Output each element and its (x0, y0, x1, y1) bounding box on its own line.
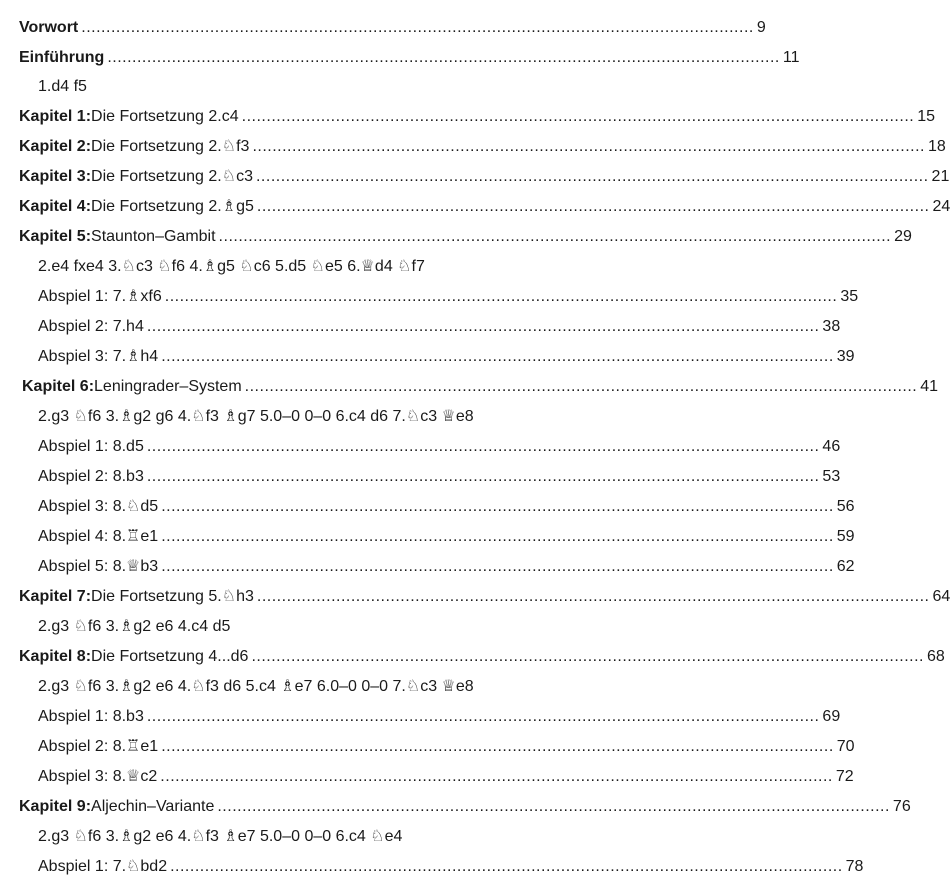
page-number: 46 (822, 438, 841, 455)
page-number: 70 (836, 738, 855, 755)
entry-text: Abspiel 2: 7.h4 (38, 318, 144, 335)
page-number: 9 (756, 19, 766, 36)
dot-leader: ........................................................................................................................................ (161, 558, 834, 575)
dot-leader: ........................................................................................................................................ (256, 588, 930, 605)
entry-text: Abspiel 2: 8.b3 (38, 468, 144, 485)
toc-entry-abspiel (38, 733, 855, 757)
move-sequence: 2.g3 ♘f6 3.♗g2 e6 4.c4 d5 (38, 618, 231, 635)
dot-leader: ........................................................................................................................................ (146, 438, 820, 455)
page-number: 29 (894, 228, 912, 245)
toc-entry-abspiel (38, 283, 859, 307)
page-number: 11 (782, 49, 800, 66)
entry-text: Abspiel 5: 8.♕b3 (38, 558, 159, 575)
toc-entry-abspiel (38, 553, 855, 577)
toc-entry-kapitel-3 (19, 163, 950, 187)
entry-heading: Vorwort (19, 19, 79, 36)
page-number: 18 (928, 138, 946, 155)
page-number: 38 (822, 318, 841, 335)
toc-entry-kapitel-4 (19, 193, 950, 217)
entry-text: Abspiel 3: 7.♗h4 (38, 348, 159, 365)
toc-entry-kapitel-9 (19, 793, 911, 817)
entry-text: Abspiel 4: 8.♖e1 (38, 528, 159, 545)
entry-heading: Kapitel 6: (22, 378, 95, 395)
page-number: 72 (835, 768, 854, 785)
entry-text: Leningrader–System (94, 378, 242, 395)
entry-text: Die Fortsetzung 5.♘h3 (91, 588, 254, 605)
move-sequence: 2.g3 ♘f6 3.♗g2 g6 4.♘f3 ♗g7 5.0–0 0–0 6.c4 d6 7.♘c3 ♕e8 (38, 408, 474, 425)
dot-leader: ........................................................................................................................................ (146, 708, 820, 725)
toc-subline (38, 253, 572, 277)
toc-entry-kapitel-2 (19, 133, 946, 157)
page-number: 78 (845, 858, 864, 875)
dot-leader: ........................................................................................................................................ (146, 468, 820, 485)
dot-leader: ........................................................................................................................................ (244, 378, 918, 395)
page-number: 69 (822, 708, 841, 725)
entry-text: Abspiel 1: 8.d5 (38, 438, 144, 455)
entry-text: Abspiel 1: 7.♗xf6 (38, 288, 162, 305)
dot-leader: ........................................................................................................................................ (161, 738, 834, 755)
page-number: 21 (931, 168, 950, 185)
entry-heading: Kapitel 5: (19, 228, 92, 245)
toc-entry-abspiel (38, 433, 841, 457)
dot-leader: ........................................................................................................................................ (161, 528, 834, 545)
entry-heading: Einführung (19, 49, 105, 66)
dot-leader: ........................................................................................................................................ (107, 49, 780, 66)
toc-entry-kapitel-1 (19, 103, 935, 127)
toc-entry-kapitel-5 (19, 223, 912, 247)
toc-subline (38, 673, 572, 697)
toc-entry-abspiel (38, 493, 855, 517)
entry-text: Abspiel 3: 8.♘d5 (38, 498, 159, 515)
entry-heading: Kapitel 9: (19, 798, 92, 815)
toc-entry-abspiel (38, 313, 841, 337)
entry-text: Abspiel 2: 8.♖e1 (38, 738, 159, 755)
entry-text: Die Fortsetzung 2.c4 (91, 108, 239, 125)
entry-heading: Kapitel 4: (19, 198, 92, 215)
dot-leader: ........................................................................................................................................ (241, 108, 915, 125)
dot-leader: ........................................................................................................................................ (218, 228, 892, 245)
toc-entry-abspiel (38, 853, 864, 877)
move-sequence: 2.e4 fxe4 3.♘c3 ♘f6 4.♗g5 ♘c6 5.d5 ♘e5 6.♕d4 ♘f7 (38, 258, 425, 275)
dot-leader: ........................................................................................................................................ (252, 138, 925, 155)
move-sequence: 2.g3 ♘f6 3.♗g2 e6 4.♘f3 ♗e7 5.0–0 0–0 6.c4 ♘e4 (38, 828, 403, 845)
page-number: 64 (932, 588, 950, 605)
page-number: 35 (840, 288, 859, 305)
dot-leader: ........................................................................................................................................ (255, 168, 929, 185)
dot-leader: ........................................................................................................................................ (161, 348, 834, 365)
page-number: 39 (836, 348, 855, 365)
toc-entry-abspiel (38, 463, 841, 487)
page-number: 62 (836, 558, 855, 575)
entry-heading: Kapitel 1: (19, 108, 92, 125)
dot-leader: ........................................................................................................................................ (217, 798, 890, 815)
page-number: 53 (822, 468, 841, 485)
move-sequence: 1.d4 f5 (38, 78, 87, 95)
move-sequence: 2.g3 ♘f6 3.♗g2 e6 4.♘f3 d6 5.c4 ♗e7 6.0–0 0–0 7.♘c3 ♕e8 (38, 678, 474, 695)
toc-subline (38, 403, 572, 427)
dot-leader: ........................................................................................................................................ (146, 318, 820, 335)
entry-text: Abspiel 3: 8.♕c2 (38, 768, 158, 785)
toc-subline (38, 73, 572, 97)
dot-leader: ........................................................................................................................................ (164, 288, 838, 305)
toc-entry-einfuehrung (19, 44, 800, 68)
page-number: 76 (892, 798, 911, 815)
toc-subline (38, 823, 572, 847)
entry-text: Die Fortsetzung 2.♘c3 (91, 168, 253, 185)
toc-entry-abspiel (38, 763, 854, 787)
entry-text: Die Fortsetzung 2.♘f3 (91, 138, 250, 155)
toc-entry-vorwort (19, 14, 766, 38)
page-number: 15 (917, 108, 935, 125)
page-number: 59 (836, 528, 855, 545)
toc-entry-abspiel (38, 703, 841, 727)
entry-text: Aljechin–Variante (91, 798, 215, 815)
dot-leader: ........................................................................................................................................ (256, 198, 930, 215)
page-number: 68 (927, 648, 945, 665)
entry-heading: Kapitel 7: (19, 588, 92, 605)
entry-text: Die Fortsetzung 4...d6 (91, 648, 249, 665)
entry-heading: Kapitel 2: (19, 138, 92, 155)
page-number: 24 (932, 198, 950, 215)
page-number: 41 (920, 378, 939, 395)
dot-leader: ........................................................................................................................................ (161, 498, 834, 515)
toc-entry-kapitel-8 (19, 643, 945, 667)
dot-leader: ........................................................................................................................................ (160, 768, 833, 785)
toc-entry-abspiel (38, 523, 855, 547)
entry-heading: Kapitel 3: (19, 168, 92, 185)
toc-subline (38, 613, 572, 637)
entry-heading: Kapitel 8: (19, 648, 92, 665)
entry-text: Die Fortsetzung 2.♗g5 (91, 198, 254, 215)
dot-leader: ........................................................................................................................................ (170, 858, 843, 875)
page-number: 56 (836, 498, 855, 515)
entry-text: Staunton–Gambit (91, 228, 216, 245)
entry-text: Abspiel 1: 7.♘bd2 (38, 858, 168, 875)
dot-leader: ........................................................................................................................................ (251, 648, 924, 665)
toc-entry-kapitel-6 (22, 373, 939, 397)
toc-entry-kapitel-7 (19, 583, 950, 607)
entry-text: Abspiel 1: 8.b3 (38, 708, 144, 725)
toc-entry-abspiel (38, 343, 855, 367)
dot-leader: ........................................................................................................................................ (81, 19, 754, 36)
